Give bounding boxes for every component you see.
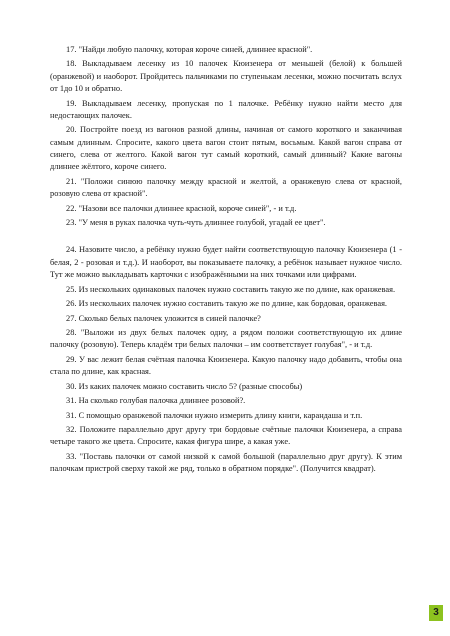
section-gap (50, 231, 402, 244)
paragraph-20: 20. Постройте поезд из вагонов разной длины, начиная от самого короткого и заканчивая самым длинным. Спросите, какого цвета вагон стоит пятым, восьмым. Какой вагон справа от синего, слева от желтого. Какой вагон тут самый короткий, самый длинный? Какие вагоны длиннее жёлтого, короче синего. (50, 125, 402, 172)
paragraph-30: 30. Из каких палочек можно составить число 5? (разные способы) (66, 381, 303, 391)
paragraph-26: 26. Из нескольких палочек нужно составить такую же по длине, как бордовая, оранжевая. (66, 299, 388, 309)
paragraph-23: 23. "У меня в руках палочка чуть-чуть длиннее голубой, угадай ее цвет". (66, 217, 326, 227)
paragraph-33: 33. "Поставь палочки от самой низкой к самой большой (параллельно друг другу). К этим палочкам пристрой сверху такой же ряд, только в обратном порядке". (Получится квадрат). (50, 451, 402, 474)
document-body (50, 44, 402, 478)
paragraph-22: 22. "Назови все палочки длиннее красной, короче синей", - и т.д. (66, 203, 297, 213)
paragraph-25: 25. Из нескольких одинаковых палочек нужно составить такую же по длине, как оранжевая. (66, 284, 396, 294)
paragraph-31a: 31. На сколько голубая палочка длиннее розовой?. (66, 396, 246, 406)
paragraph-32: 32. Положите параллельно друг другу три бордовые счётные палочки Кюизенера, а справа четыре такого же цвета. Спросите, какая фигура шире, а какая уже. (50, 425, 402, 447)
paragraph-31b: 31. С помощью оранжевой палочки нужно измерить длину книги, карандаша и т.п. (66, 410, 363, 420)
paragraph-19: 19. Выкладываем лесенку, пропуская по 1 палочке. Ребёнку нужно найти место для недостающих палочек. (50, 98, 402, 120)
paragraph-24: 24. Назовите число, а ребёнку нужно будет найти соответствующую палочку Кюизенера (1 - белая, 2 - розовая и т.д.). И наоборот, вы показываете палочку, а ребёнок называет нужное число. Тут же можно выкладывать карточки с изображёнными на них точками или цифрами. (50, 245, 402, 280)
page-number: 3 (429, 605, 443, 621)
paragraph-21: 21. "Положи синюю палочку между красной и желтой, а оранжевую слева от красной, розовую слева от красной". (50, 176, 402, 199)
paragraph-17: 17. "Найди любую палочку, которая короче синей, длиннее красной". (66, 45, 313, 54)
paragraph-29: 29. У вас лежит белая счётная палочка Кюизенера. Какую палочку надо добавить, чтобы она стала по длине, как красная. (50, 354, 402, 377)
paragraph-18: 18. Выкладываем лесенку из 10 палочек Кюизенера от меньшей (белой) к большей (оранжевой) и наоборот. Пройдитесь пальчиками по ступенькам лесенки, можно посчитать вслух от 1до 10 и обратно. (50, 59, 402, 94)
paragraph-28: 28. "Выложи из двух белых палочек одну, а рядом положи соответствующую их длине палочку (розовую). Теперь кладём три белых палочки – им соответствует голубая", - и т.д. (50, 328, 402, 350)
paragraph-27: 27. Сколько белых палочек уложится в синей палочке? (66, 313, 261, 323)
